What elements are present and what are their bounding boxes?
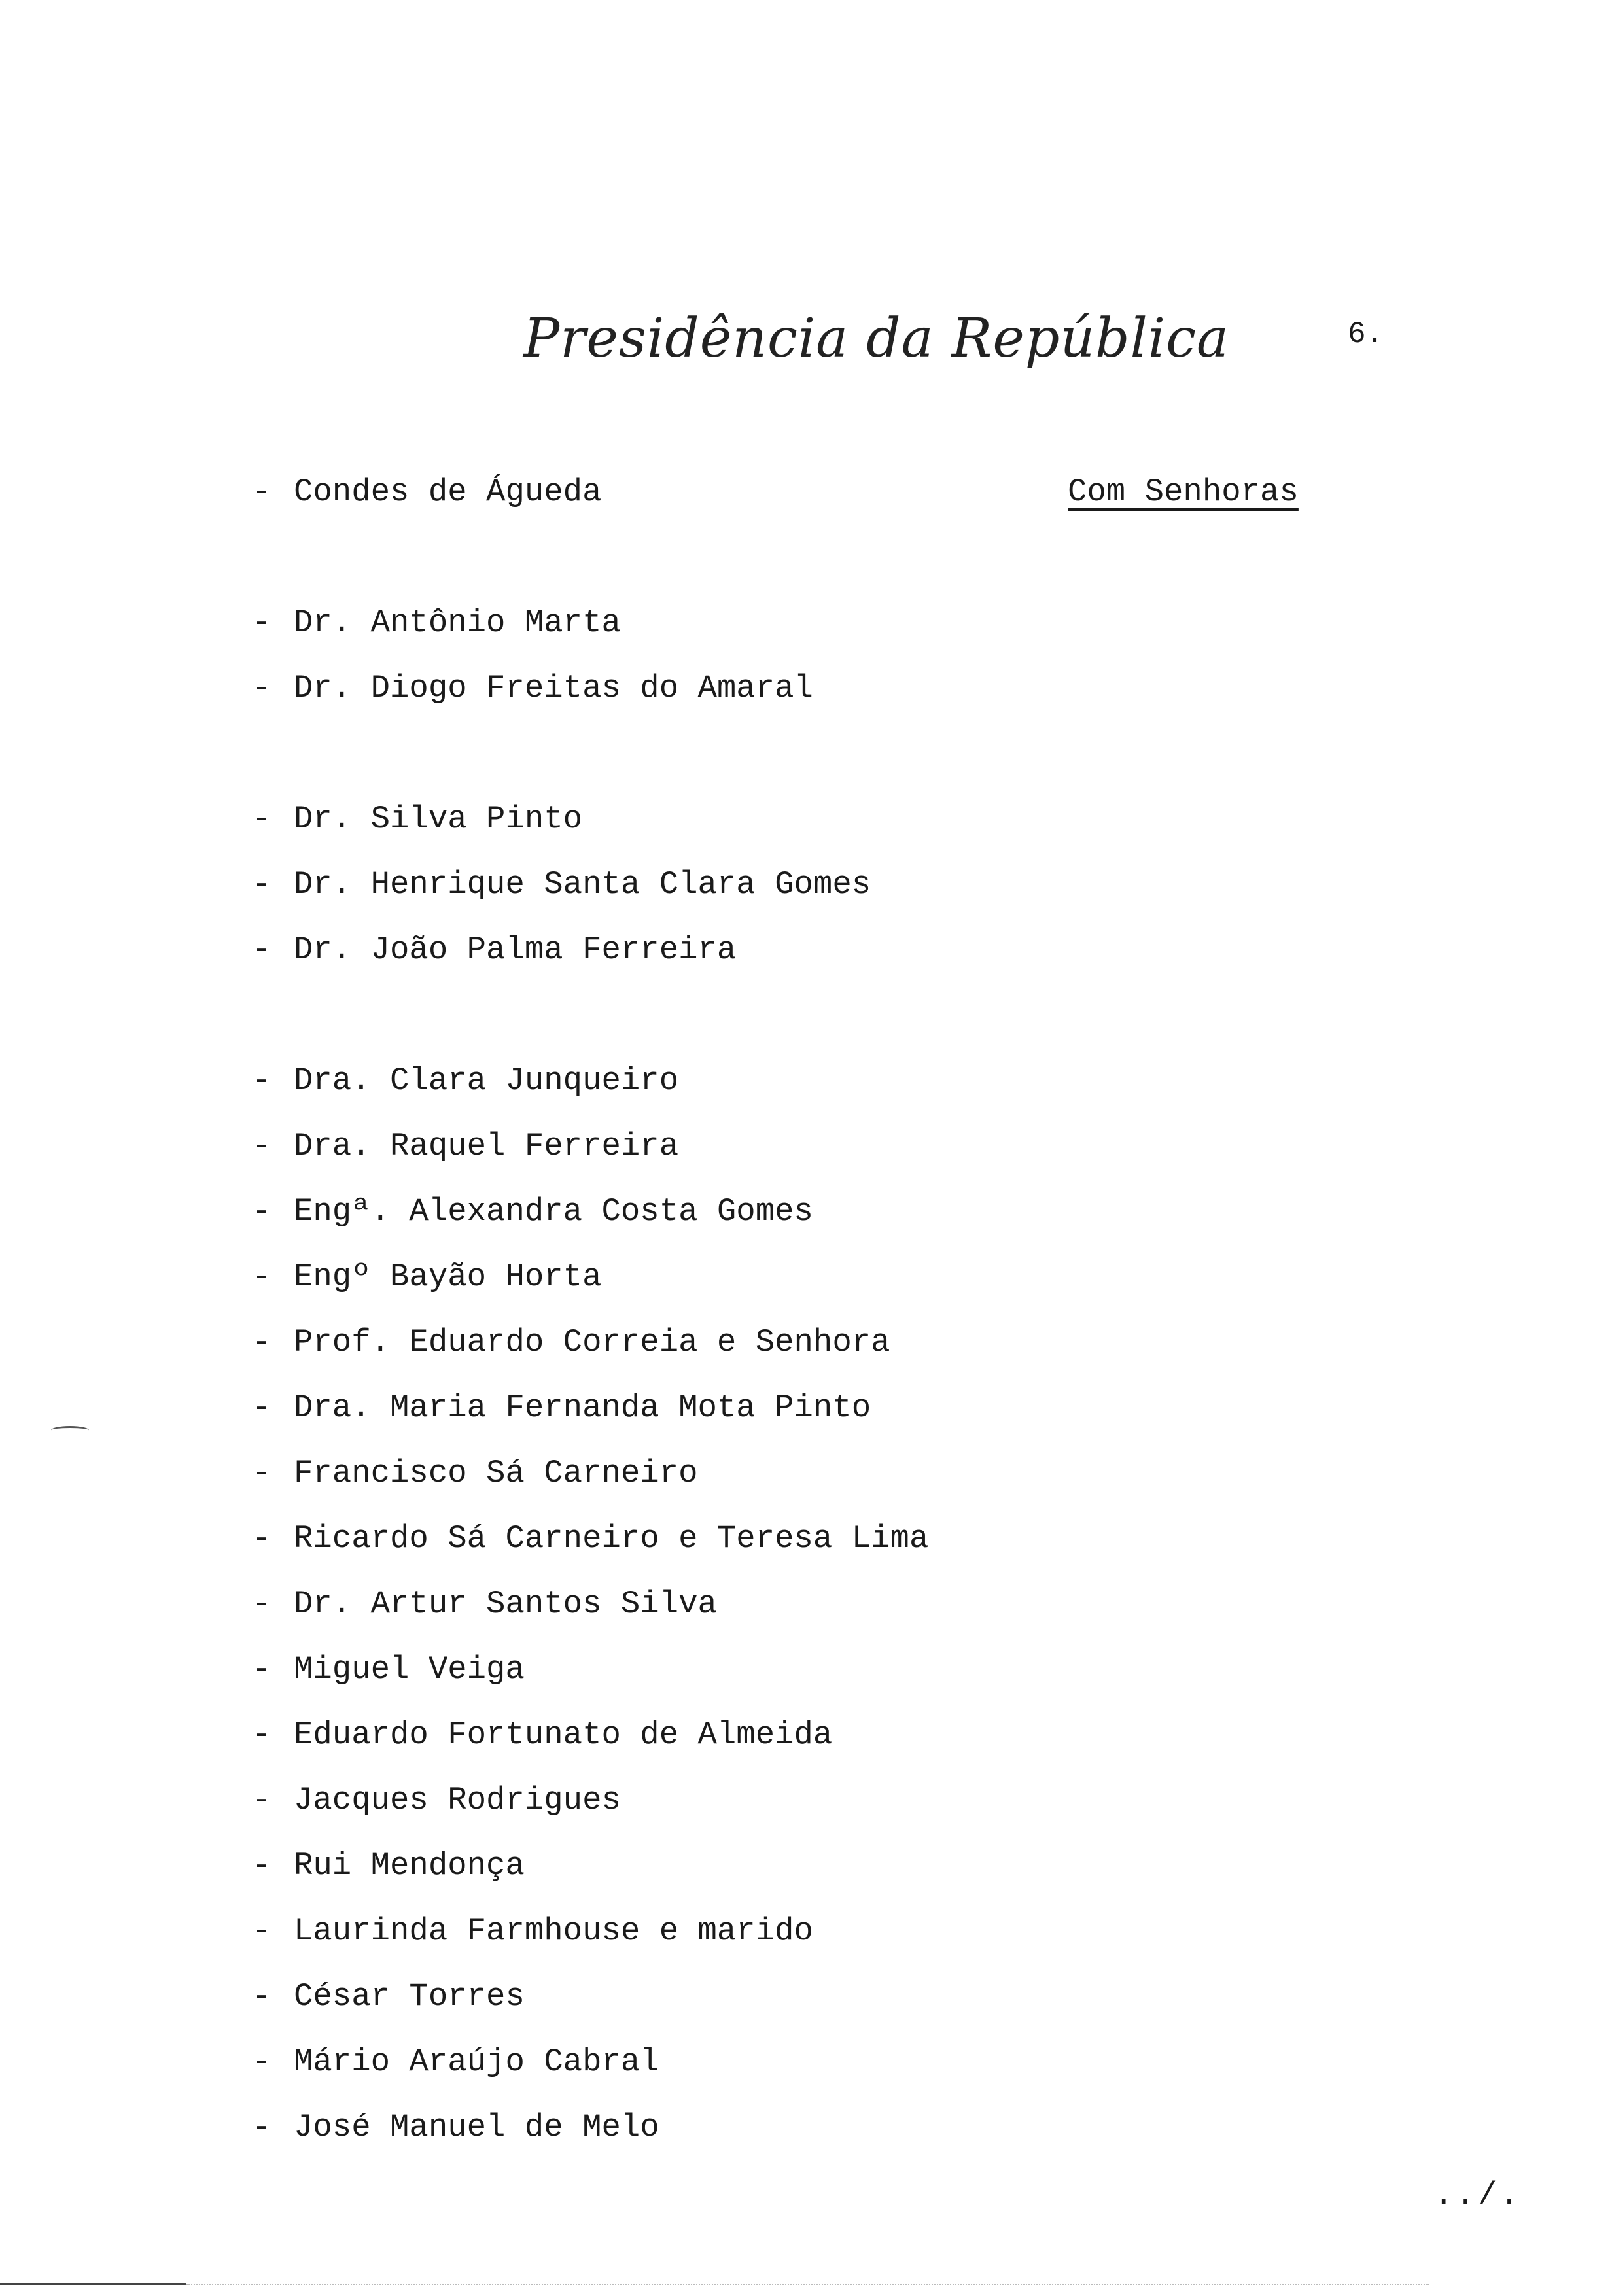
list-item-text: Engª. Alexandra Costa Gomes <box>294 1193 813 1230</box>
list-item <box>252 1130 678 1162</box>
list-dash: - <box>252 1847 272 1884</box>
list-item <box>252 1651 525 1688</box>
list-item-text: José Manuel de Melo <box>294 2109 659 2146</box>
list-item <box>252 2109 659 2146</box>
list-item <box>252 1062 679 1099</box>
list-item-text: Dr. Artur Santos Silva <box>294 1586 717 1622</box>
list-item-text: Dr. Antônio Marta <box>294 604 621 641</box>
list-dash: - <box>252 1128 272 1164</box>
list-dash: - <box>252 1062 272 1099</box>
list-item-text: Dr. Henrique Santa Clara Gomes <box>294 866 871 903</box>
list-item-text: Dr. Diogo Freitas do Amaral <box>294 670 813 706</box>
list-item <box>252 672 813 704</box>
list-item-text: Mário Araújo Cabral <box>294 2044 659 2080</box>
list-item <box>252 604 621 641</box>
list-dash: - <box>252 801 272 837</box>
list-dash: - <box>252 1782 272 1818</box>
list-item <box>252 803 582 835</box>
list-item-text: Dra. Clara Junqueiro <box>294 1062 679 1099</box>
list-item-text: Ricardo Sá Carneiro e Teresa Lima <box>294 1520 929 1557</box>
list-item-text: Francisco Sá Carneiro <box>294 1455 698 1491</box>
list-dash: - <box>252 1389 272 1426</box>
list-item <box>252 1389 871 1426</box>
list-item-text: Laurinda Farmhouse e marido <box>294 1913 813 1949</box>
list-item-text: Miguel Veiga <box>294 1651 525 1688</box>
list-item-text: Dr. Silva Pinto <box>294 801 583 837</box>
page-number: 6. <box>1348 317 1384 351</box>
list-dash: - <box>252 2109 272 2146</box>
list-item-text: Engº Bayão Horta <box>294 1259 602 1295</box>
list-item-text: Prof. Eduardo Correia e Senhora <box>294 1324 890 1361</box>
bottom-rule-dotted <box>186 2284 1429 2285</box>
list-dash: - <box>252 1520 272 1557</box>
list-dash: - <box>252 1193 272 1230</box>
list-item <box>252 476 601 508</box>
list-item-text: Dra. Raquel Ferreira <box>294 1128 679 1164</box>
list-dash: - <box>252 474 272 510</box>
list-item <box>252 1716 833 1753</box>
list-item <box>252 1261 601 1293</box>
margin-mark <box>51 1426 89 1435</box>
list-dash: - <box>252 866 272 903</box>
list-item <box>252 2046 659 2078</box>
list-item <box>252 1588 717 1620</box>
list-item <box>252 1520 929 1557</box>
list-item-text: Condes de Águeda <box>294 474 602 510</box>
continuation-mark: ../. <box>1434 2177 1522 2214</box>
list-dash: - <box>252 670 272 706</box>
letterhead-title: Presidência da República <box>523 307 1229 370</box>
list-dash: - <box>252 604 272 641</box>
list-dash: - <box>252 1324 272 1361</box>
list-item <box>252 1915 813 1947</box>
list-dash: - <box>252 1586 272 1622</box>
list-item-text: Rui Mendonça <box>294 1847 525 1884</box>
list-item <box>252 866 871 903</box>
list-dash: - <box>252 1455 272 1491</box>
list-item-text: Eduardo Fortunato de Almeida <box>294 1716 833 1753</box>
note-with-ladies: Com Senhoras <box>1068 474 1299 510</box>
list-item <box>252 1193 813 1230</box>
list-dash: - <box>252 1651 272 1688</box>
list-item <box>252 1324 890 1361</box>
list-dash: - <box>252 1978 272 2015</box>
list-item <box>252 1978 525 2015</box>
list-item <box>252 931 737 968</box>
bottom-rule <box>0 2283 186 2285</box>
list-dash: - <box>252 2044 272 2080</box>
list-item-text: Dra. Maria Fernanda Mota Pinto <box>294 1389 871 1426</box>
list-dash: - <box>252 931 272 968</box>
list-dash: - <box>252 1913 272 1949</box>
list-item <box>252 1847 525 1884</box>
list-item <box>252 1784 621 1817</box>
list-item-text: Dr. João Palma Ferreira <box>294 931 737 968</box>
list-item-text: César Torres <box>294 1978 525 2015</box>
list-item <box>252 1457 698 1489</box>
list-dash: - <box>252 1716 272 1753</box>
list-item-text: Jacques Rodrigues <box>294 1782 621 1818</box>
list-dash: - <box>252 1259 272 1295</box>
